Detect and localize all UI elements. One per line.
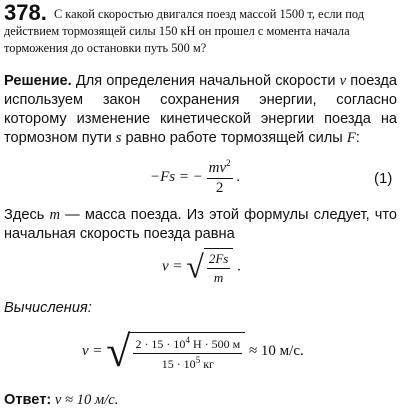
solution-text-a: Для определения начальной скорости bbox=[71, 73, 340, 89]
problem-statement bbox=[4, 0, 397, 57]
here-text-a: Здесь bbox=[4, 207, 50, 223]
eq3-den-exp: 5 bbox=[195, 354, 201, 365]
eq2-fraction bbox=[207, 251, 231, 286]
solution-text-c: равно работе тормозящей силы bbox=[121, 130, 347, 146]
var-F: F bbox=[346, 130, 356, 146]
equation-2 bbox=[162, 248, 241, 286]
here-paragraph bbox=[4, 206, 397, 244]
answer-text: v ≈ 10 м/с. bbox=[51, 392, 119, 408]
eq3-sqrt bbox=[106, 326, 245, 377]
eq3-num-b: Н · 500 м bbox=[189, 336, 241, 351]
eq3-den-a: 15 · 10 bbox=[161, 356, 196, 371]
equation-number: (1) bbox=[374, 170, 393, 187]
calculations-label: Вычисления: bbox=[4, 300, 92, 316]
sqrt-icon: √ bbox=[106, 327, 131, 376]
eq1-exponent: 2 bbox=[226, 158, 231, 168]
eq2-lhs: v = bbox=[162, 258, 187, 275]
eq3-den-b: кг bbox=[200, 356, 214, 371]
equation-3 bbox=[82, 326, 304, 377]
eq3-fraction bbox=[133, 335, 242, 372]
eq2-sqrt bbox=[186, 248, 233, 286]
eq3-num-a: 2 · 15 · 10 bbox=[135, 336, 186, 351]
eq1-tail: . bbox=[236, 168, 241, 185]
var-v: v bbox=[339, 73, 347, 89]
solution-text-b: поезда используем закон сохранения энергии, согласно которому изменение кинетической энергии поезда на тормозном пути bbox=[4, 73, 398, 146]
problem-number: 378. bbox=[4, 0, 47, 25]
answer-label: Ответ: bbox=[4, 392, 52, 408]
equation-1 bbox=[150, 158, 240, 197]
var-s: s bbox=[115, 130, 122, 146]
eq3-result: ≈ 10 м/с. bbox=[248, 342, 304, 359]
sqrt-icon: √ bbox=[186, 248, 204, 285]
eq1-numerator: mv bbox=[208, 160, 227, 176]
var-m: m bbox=[49, 207, 61, 223]
problem-text: С какой скоростью двигался поезд массой 1500 т, если под действием тормозящей силы 150 кН он прошел с момента начала торможения до остановки путь 500 м? bbox=[4, 7, 365, 55]
solution-paragraph bbox=[4, 72, 397, 148]
eq1-fraction bbox=[207, 158, 233, 197]
eq3-lhs: v = bbox=[82, 342, 107, 359]
solution-text-d: : bbox=[355, 130, 360, 146]
here-text-b: — масса поезда. Из этой формулы следует, что начальная скорость поезда равна bbox=[4, 207, 397, 242]
eq3-num-exp: 4 bbox=[185, 334, 190, 345]
eq2-denominator: m bbox=[213, 270, 224, 285]
answer-line bbox=[4, 392, 118, 409]
eq2-tail: . bbox=[237, 258, 241, 275]
eq2-numerator: 2Fs bbox=[207, 251, 231, 269]
eq1-denominator: 2 bbox=[215, 180, 224, 196]
solution-label: Решение. bbox=[4, 73, 72, 89]
eq1-lhs: −Fs = − bbox=[150, 168, 203, 185]
